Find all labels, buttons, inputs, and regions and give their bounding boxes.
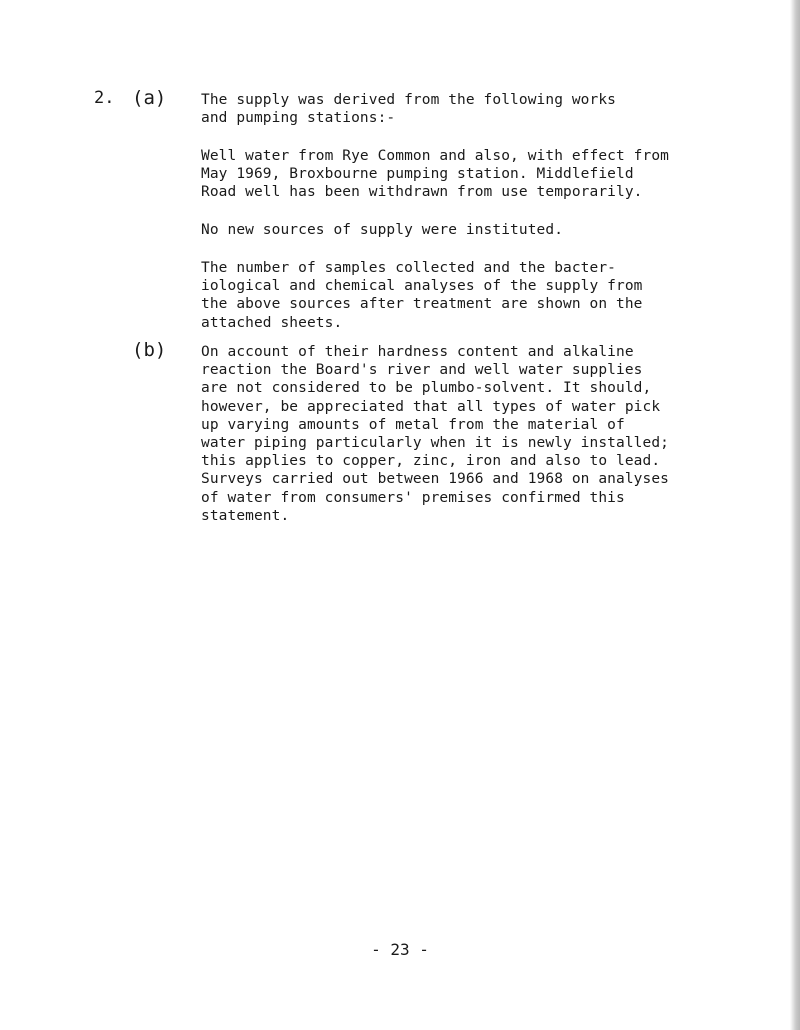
section-number: 2. <box>94 88 115 108</box>
part-a-label: (a) <box>132 87 167 109</box>
page-number: - 23 - <box>371 940 429 959</box>
part-b-label: (b) <box>132 339 167 361</box>
page-edge-shadow <box>790 0 800 1030</box>
part-a-paragraph-intro: The supply was derived from the following works and pumping stations:- <box>201 92 616 127</box>
part-a-paragraph-analyses: The number of samples collected and the bacter- iological and chemical analyses of the supply from the above sources after treatment are shown on the attached sheets. <box>201 260 643 331</box>
part-a-paragraph-sources: Well water from Rye Common and also, with effect from May 1969, Broxbourne pumping station. Middlefield Road well has been withdrawn from use temporarily. <box>201 148 669 201</box>
part-a-paragraph-new-sources: No new sources of supply were instituted. <box>201 222 564 238</box>
part-b-paragraph-plumbo-solvency: On account of their hardness content and alkaline reaction the Board's river and well water supplies are not considered to be plumbo-solvent. It should, however, be appreciated that all types of water pick up varying amounts of metal from the material of water piping particularly when it is newly installed; this applies to copper, zinc, iron and also to lead. Surveys carried out between 1966 and 1968 on analyses of water from consumers' premises confirmed this statement. <box>201 344 669 524</box>
